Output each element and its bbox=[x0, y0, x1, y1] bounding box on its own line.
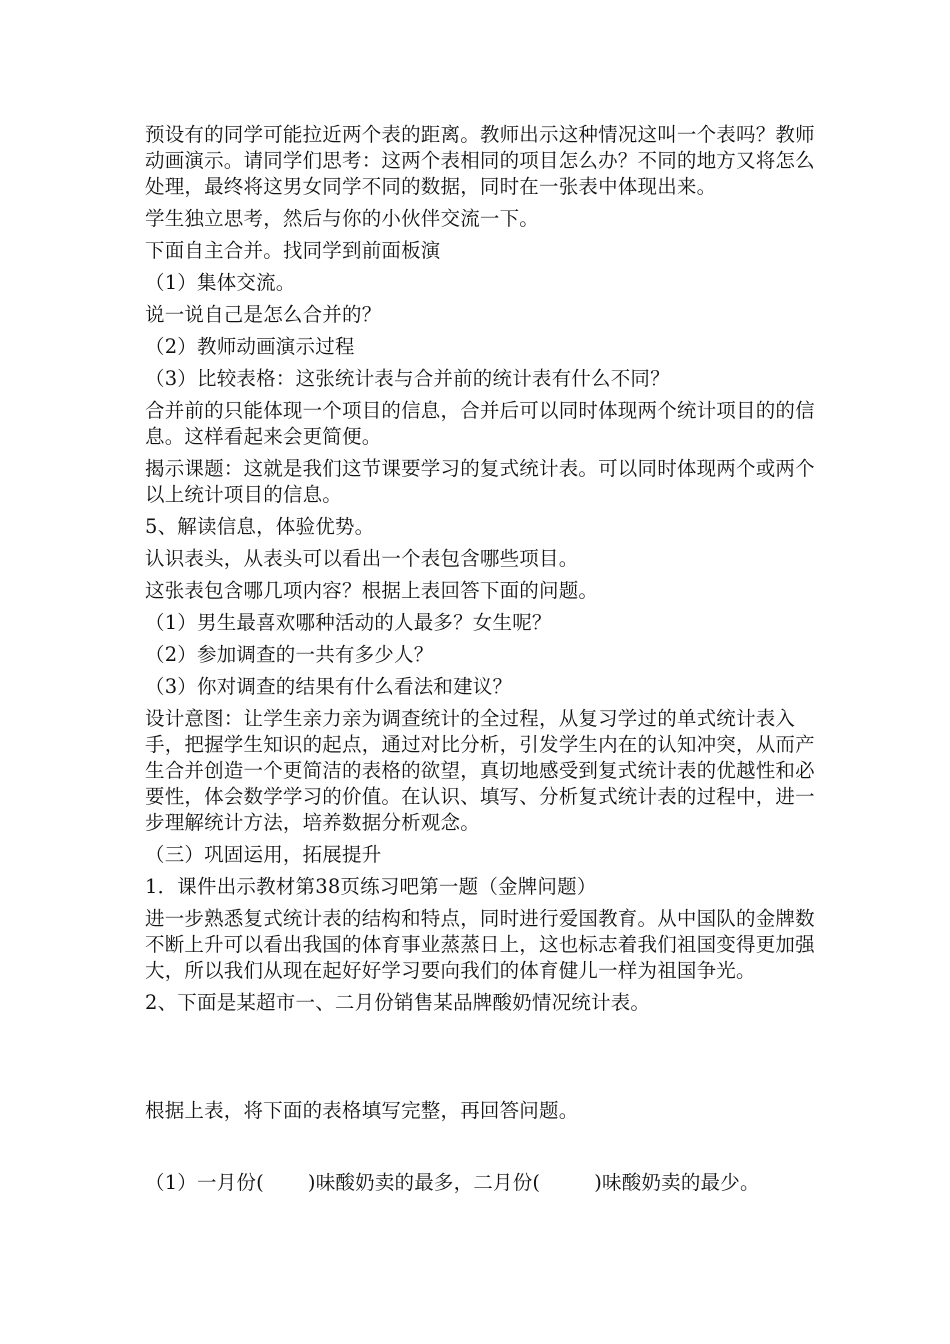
paragraph: （1）男生最喜欢哪种活动的人最多？女生呢？ bbox=[145, 611, 552, 634]
paragraph: 合并前的只能体现一个项目的信息，合并后可以同时体现两个统计项目的的信息。这样看起来会更简便。 bbox=[145, 399, 815, 448]
fill-in-question bbox=[145, 1170, 825, 1196]
paragraph: （2）参加调查的一共有多少人？ bbox=[145, 643, 434, 666]
table-placeholder-space bbox=[145, 1130, 825, 1170]
paragraph: 下面自主合并。找同学到前面板演 bbox=[145, 239, 441, 262]
paragraph: 认识表头，从表头可以看出一个表包含哪些项目。 bbox=[145, 547, 579, 570]
paragraph: 2、下面是某超市一、二月份销售某品牌酸奶情况统计表。 bbox=[145, 991, 651, 1014]
paragraph: （3）你对调查的结果有什么看法和建议？ bbox=[145, 675, 513, 698]
paragraph: 5、解读信息，体验优势。 bbox=[145, 515, 375, 538]
paragraph: （1）集体交流。 bbox=[145, 271, 296, 294]
paragraph: 设计意图：让学生亲力亲为调查统计的全过程，从复习学过的单式统计表入手，把握学生知识的起点，通过对比分析，引发学生内在的认知冲突，从而产生合并创造一个更简洁的表格的欲望，真切地感受到复式统计表的优越性和必要性，体会数学学习的价值。在认识、填写、分析复式统计表的过程中，进一步理解统计方法，培养数据分析观念。 bbox=[145, 707, 815, 834]
question-text: )味酸奶卖的最多，二月份( bbox=[307, 1171, 541, 1194]
question-text: )味酸奶卖的最少。 bbox=[594, 1171, 760, 1194]
paragraph: 这张表包含哪几项内容？根据上表回答下面的问题。 bbox=[145, 579, 599, 602]
question-text: （1）一月份( bbox=[145, 1171, 264, 1194]
paragraph: （3）比较表格：这张统计表与合并前的统计表有什么不同？ bbox=[145, 367, 670, 390]
table-placeholder-space bbox=[145, 1022, 825, 1098]
paragraph: 根据上表，将下面的表格填写完整，再回答问题。 bbox=[145, 1099, 579, 1122]
paragraph: 揭示课题：这就是我们这节课要学习的复式统计表。可以同时体现两个或两个以上统计项目的信息。 bbox=[145, 457, 815, 506]
paragraph: （三）巩固运用，拓展提升 bbox=[145, 843, 382, 866]
paragraph: 说一说自己是怎么合并的？ bbox=[145, 303, 382, 326]
paragraph: 进一步熟悉复式统计表的结构和特点，同时进行爱国教育。从中国队的金牌数不断上升可以看出我国的体育事业蒸蒸日上，这也标志着我们祖国变得更加强大，所以我们从现在起好好学习要向我们的体育健儿一样为祖国争光。 bbox=[145, 907, 815, 982]
paragraph: 预设有的同学可能拉近两个表的距离。教师出示这种情况这叫一个表吗？教师动画演示。请同学们思考：这两个表相同的项目怎么办？不同的地方又将怎么处理，最终将这男女同学不同的数据，同时在一张表中体现出来。 bbox=[145, 123, 815, 198]
paragraph: 1．课件出示教材第38页练习吧第一题（金牌问题） bbox=[145, 875, 597, 898]
document-body bbox=[145, 122, 825, 1202]
paragraph: （2）教师动画演示过程 bbox=[145, 335, 355, 358]
paragraph: 学生独立思考，然后与你的小伙伴交流一下。 bbox=[145, 207, 540, 230]
